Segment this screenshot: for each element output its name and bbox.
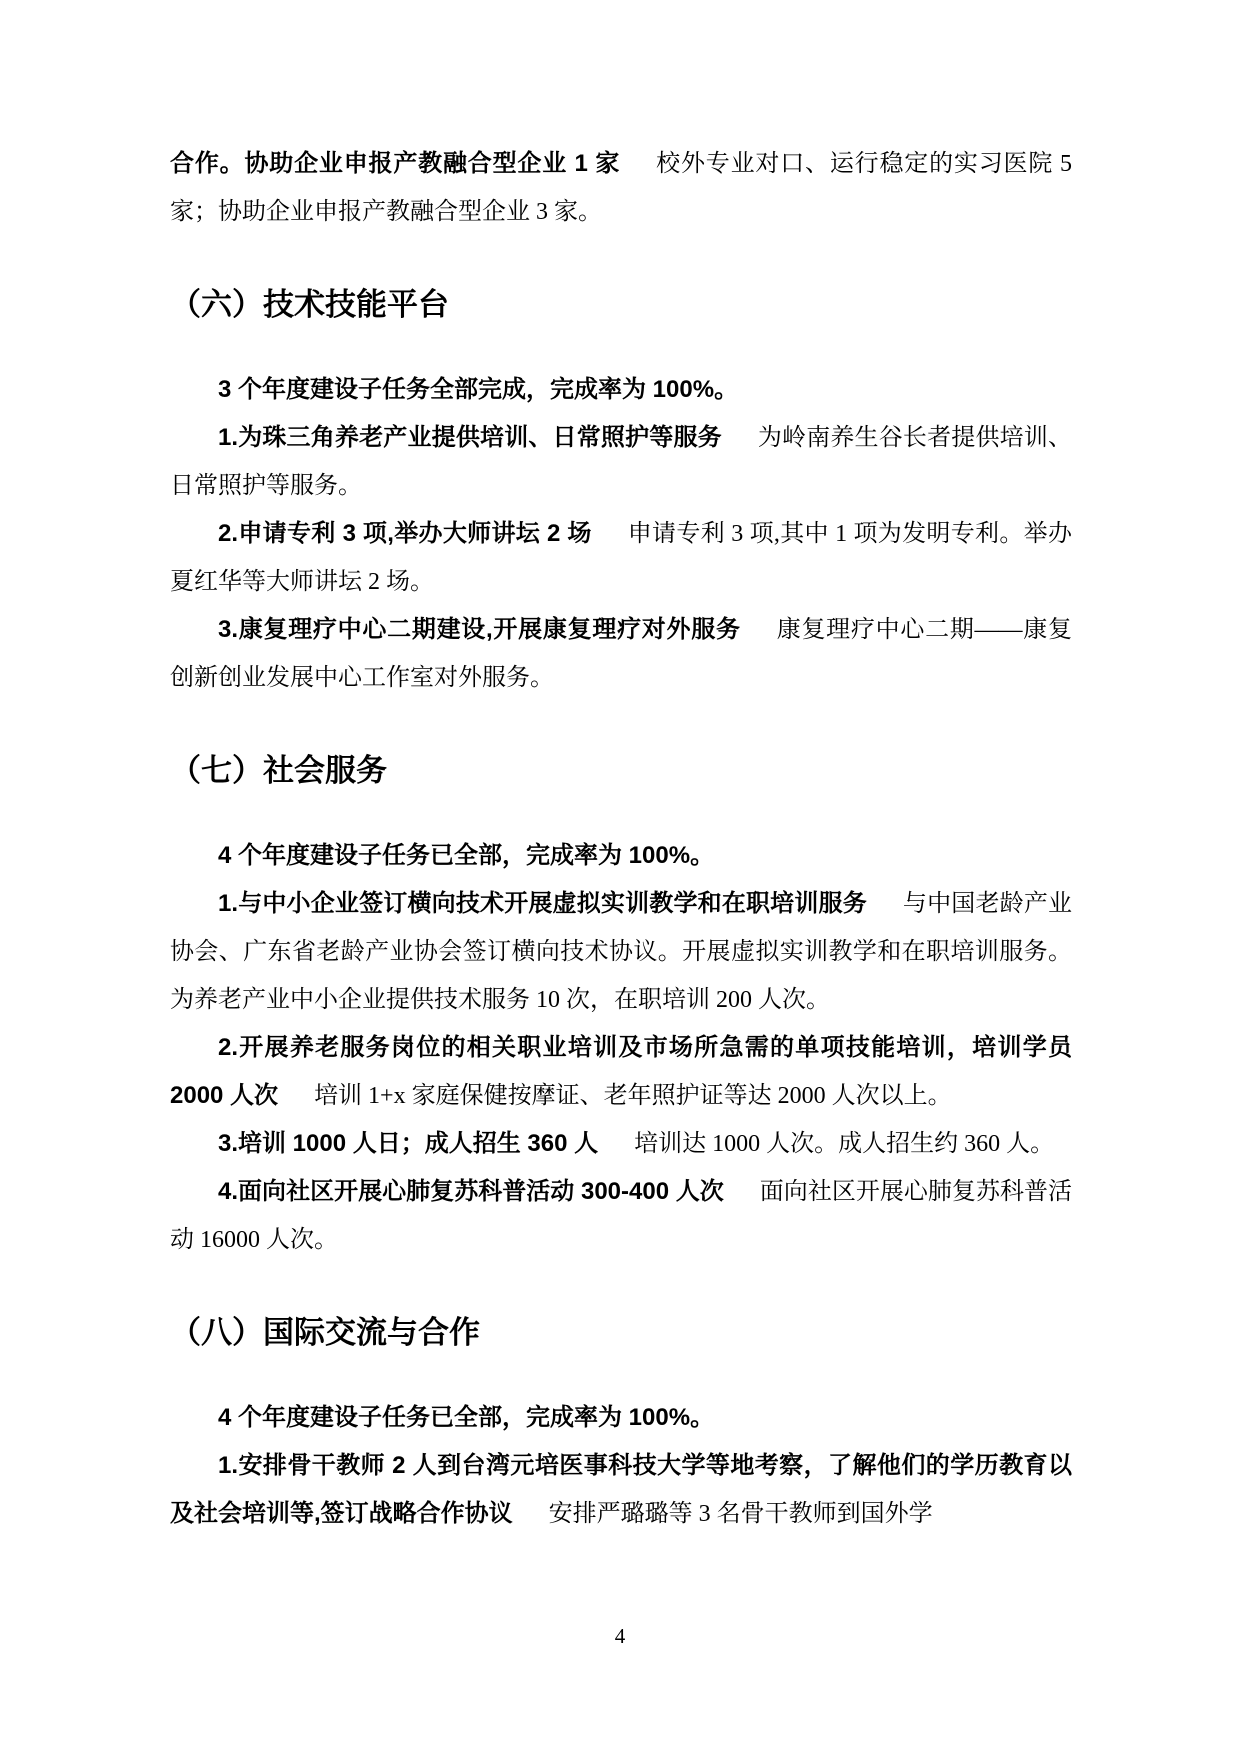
task-title-bold: 1.安排骨干教师 2 人到台湾元培医事科技大学等地考察，了解他们的学历教育以及社会培训等,签订战略合作协议 <box>170 1452 1072 1527</box>
section-heading-8: （八）国际交流与合作 <box>170 1315 480 1350</box>
section-7-item-1 <box>170 880 1072 1024</box>
section-8-summary <box>170 1394 1072 1442</box>
page-number: 4 <box>614 1624 626 1648</box>
task-title-bold: 合作。协助企业申报产教融合型企业 1 家 <box>170 150 621 177</box>
task-title-bold: 4.面向社区开展心肺复苏科普活动 300-400 人次 <box>218 1178 724 1205</box>
task-detail-text: 培训 1+x 家庭保健按摩证、老年照护证等达 2000 人次以上。 <box>314 1083 952 1109</box>
task-detail-text: 康复理疗中心二期——康复创新创业发展中心工作室对外服务。 <box>170 617 1073 691</box>
section-heading-6: （六）技术技能平台 <box>170 287 449 322</box>
section-6-summary <box>170 366 1072 414</box>
section-6-item-2 <box>170 510 1072 606</box>
section-6-item-3 <box>170 606 1072 702</box>
task-detail-text: 校外专业对口、运行稳定的实习医院 5 家；协助企业申报产教融合型企业 3 家。 <box>170 151 1072 225</box>
task-detail-text: 为岭南养生谷长者提供培训、日常照护等服务。 <box>170 425 1073 499</box>
summary-bold-text: 3 个年度建设子任务全部完成，完成率为 100%。 <box>218 376 739 403</box>
task-title-bold: 3.培训 1000 人日；成人招生 360 人 <box>218 1130 599 1157</box>
task-title-bold: 2.开展养老服务岗位的相关职业培训及市场所急需的单项技能培训，培训学员 2000 人次 <box>170 1034 1072 1109</box>
section-8-item-1 <box>170 1442 1072 1538</box>
task-title-bold: 3.康复理疗中心二期建设,开展康复理疗对外服务 <box>218 616 741 643</box>
task-title-bold: 1.与中小企业签订横向技术开展虚拟实训教学和在职培训服务 <box>218 890 867 917</box>
task-detail-text: 面向社区开展心肺复苏科普活动 16000 人次。 <box>170 1179 1072 1253</box>
task-detail-text: 与中国老龄产业协会、广东省老龄产业协会签订横向技术协议。开展虚拟实训教学和在职培训服务。为养老产业中小企业提供技术服务 10 次，在职培训 200 人次。 <box>170 891 1073 1013</box>
task-title-bold: 1.为珠三角养老产业提供培训、日常照护等服务 <box>218 424 722 451</box>
summary-bold-text: 4 个年度建设子任务已全部，完成率为 100%。 <box>218 842 715 869</box>
section-7-item-2 <box>170 1024 1072 1120</box>
section-7-item-4 <box>170 1168 1072 1264</box>
section-7-summary <box>170 832 1072 880</box>
task-detail-text: 安排严璐璐等 3 名骨干教师到国外学 <box>548 1501 933 1527</box>
task-detail-text: 培训达 1000 人次。成人招生约 360 人。 <box>634 1131 1055 1157</box>
task-detail-text: 申请专利 3 项,其中 1 项为发明专利。举办夏红华等大师讲坛 2 场。 <box>170 521 1073 595</box>
section-6-item-1 <box>170 414 1072 510</box>
section-heading-7: （七）社会服务 <box>170 753 387 788</box>
section-7-item-3 <box>170 1120 1072 1168</box>
continued-paragraph <box>170 140 1072 236</box>
summary-bold-text: 4 个年度建设子任务已全部，完成率为 100%。 <box>218 1404 715 1431</box>
task-title-bold: 2.申请专利 3 项,举办大师讲坛 2 场 <box>218 520 592 547</box>
